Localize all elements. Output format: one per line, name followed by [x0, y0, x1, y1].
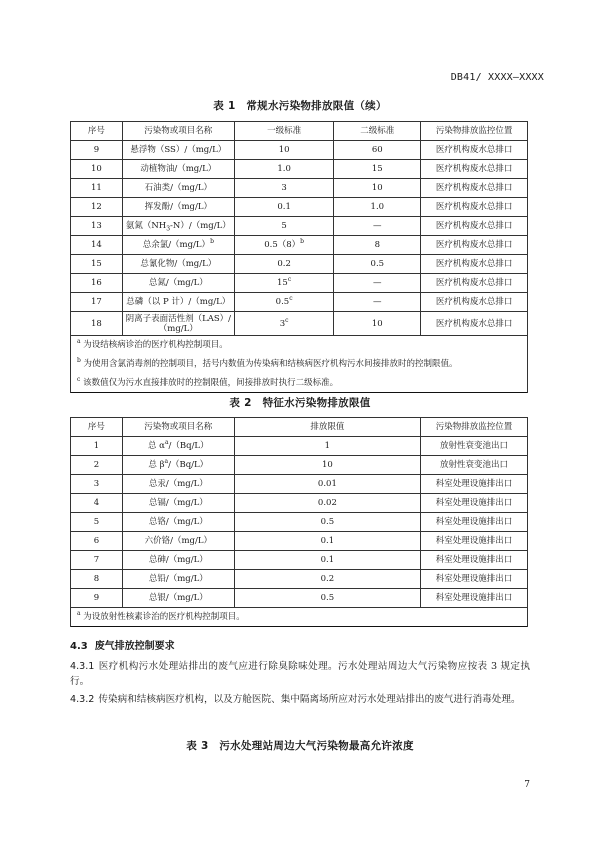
cell-name: 阴离子表面活性剂（LAS）/（mg/L）: [122, 312, 234, 336]
col-header: 污染物或项目名称: [122, 418, 234, 437]
cell-name: 挥发酚/（mg/L）: [122, 198, 234, 217]
cell-name-text: /（Bq/L）: [168, 441, 209, 451]
cell-first: [234, 236, 334, 255]
superscript: b: [210, 238, 214, 246]
cell-name: 石油类/（mg/L）: [122, 179, 234, 198]
cell-no: 8: [71, 570, 123, 589]
paragraph-4-3-1: [70, 659, 530, 689]
cell-name: 总镉/（mg/L）: [122, 494, 234, 513]
cell-no: 2: [71, 456, 123, 475]
cell-name-text: 氨氮（NH: [125, 221, 167, 231]
clause-text: 传染病和结核病医疗机构，以及方舱医院、集中隔离场所应对污水处理站排出的废气进行消毒处理。: [98, 694, 521, 705]
table-row: [71, 475, 528, 494]
table-row: [71, 570, 528, 589]
cell-name: 总铬/（mg/L）: [122, 513, 234, 532]
cell-limit: 1: [234, 437, 420, 456]
cell-location: 放射性衰变池出口: [421, 437, 528, 456]
cell-no: 5: [71, 513, 123, 532]
cell-name-text: 总余氯/（mg/L）: [142, 240, 211, 250]
table-row: [71, 255, 528, 274]
cell-name: [122, 236, 234, 255]
cell-limit: 10: [234, 456, 420, 475]
cell-first: [234, 274, 334, 293]
page-number: 7: [524, 780, 530, 790]
cell-name: [122, 437, 234, 456]
table2-title: 表 2 特征水污染物排放限值: [229, 397, 371, 409]
superscript: a: [164, 439, 169, 447]
note-text: 为设放射性核素诊治的医疗机构控制项目。: [83, 612, 245, 622]
table-row: [71, 494, 528, 513]
table-row: [71, 274, 528, 293]
clause-number: 4.3.1: [70, 661, 95, 672]
table-note-row: [71, 336, 528, 355]
note-mark: a: [77, 610, 81, 618]
cell-no: 6: [71, 532, 123, 551]
cell-name: 六价铬/（mg/L）: [122, 532, 234, 551]
cell-name: 总磷（以 P 计）/（mg/L）: [122, 293, 234, 312]
table1-title: 表 1 常规水污染物排放限值（续）: [213, 100, 387, 112]
table-row: [71, 312, 528, 336]
cell-no: 17: [71, 293, 123, 312]
cell-name: 总氮/（mg/L）: [122, 274, 234, 293]
cell-second: 1.0: [334, 198, 421, 217]
cell-name: 总氰化物/（mg/L）: [122, 255, 234, 274]
cell-location: 科室处理设施排出口: [421, 570, 528, 589]
table-row: [71, 456, 528, 475]
cell-limit: 0.5: [234, 513, 420, 532]
table-row: [71, 551, 528, 570]
cell-first: 0.2: [234, 255, 334, 274]
note-text: 该数值仅为污水直接排放时的控制限值，间接排放时执行二级标准。: [83, 377, 339, 388]
table-note-row: [71, 608, 528, 627]
cell-no: 11: [71, 179, 123, 198]
cell-name: 总汞/（mg/L）: [122, 475, 234, 494]
table-note: [71, 608, 528, 627]
cell-no: 16: [71, 274, 123, 293]
table-row: [71, 513, 528, 532]
cell-name: [122, 456, 234, 475]
cell-location: 医疗机构废水总排口: [421, 312, 528, 336]
col-header: 二级标准: [334, 122, 421, 141]
cell-no: 10: [71, 160, 123, 179]
table-row: [71, 141, 528, 160]
table-note-row: [71, 355, 528, 374]
table-note: [71, 336, 528, 355]
table2: [70, 417, 528, 627]
cell-location: 科室处理设施排出口: [421, 475, 528, 494]
cell-location: 科室处理设施排出口: [421, 513, 528, 532]
cell-no: 9: [71, 141, 123, 160]
cell-location: 医疗机构废水总排口: [421, 274, 528, 293]
cell-location: 放射性衰变池出口: [421, 456, 528, 475]
cell-first-text: 0.5: [275, 297, 290, 307]
col-header: 序号: [71, 122, 123, 141]
cell-name: 总银/（mg/L）: [122, 589, 234, 608]
clause-number: 4.3.2: [70, 694, 95, 705]
note-text: 为设结核病诊治的医疗机构控制项目。: [83, 340, 228, 351]
cell-limit: 0.1: [234, 551, 420, 570]
cell-no: 4: [71, 494, 123, 513]
cell-no: 18: [71, 312, 123, 336]
clause-text: 医疗机构污水处理站排出的废气应进行除臭除味处理。污水处理站周边大气污染物应按表 3 规定执行。: [70, 661, 530, 687]
cell-location: 医疗机构废水总排口: [421, 236, 528, 255]
cell-location: 医疗机构废水总排口: [421, 160, 528, 179]
table-row: [71, 179, 528, 198]
cell-first: 0.1: [234, 198, 334, 217]
cell-name-text: 总 β: [148, 460, 165, 470]
cell-no: 9: [71, 589, 123, 608]
cell-limit: 0.01: [234, 475, 420, 494]
cell-location: 医疗机构废水总排口: [421, 255, 528, 274]
table-row: [71, 160, 528, 179]
note-mark: c: [77, 375, 81, 383]
cell-location: 科室处理设施排出口: [421, 532, 528, 551]
superscript: c: [285, 316, 289, 324]
cell-location: 医疗机构废水总排口: [421, 198, 528, 217]
cell-no: 3: [71, 475, 123, 494]
table3-title: 表 3 污水处理站周边大气污染物最高允许浓度: [186, 740, 414, 752]
superscript: c: [289, 295, 293, 303]
cell-location: 医疗机构废水总排口: [421, 141, 528, 160]
document-code: DB41/ XXXX—XXXX: [450, 72, 544, 83]
cell-first: 1.0: [234, 160, 334, 179]
col-header: 污染物排放监控位置: [421, 418, 528, 437]
col-header: 序号: [71, 418, 123, 437]
cell-name-text: 总 α: [147, 441, 165, 451]
cell-location: 科室处理设施排出口: [421, 551, 528, 570]
cell-no: 7: [71, 551, 123, 570]
cell-location: 科室处理设施排出口: [421, 494, 528, 513]
table-note-row: [71, 374, 528, 393]
cell-limit: 0.5: [234, 589, 420, 608]
table-row: [71, 437, 528, 456]
cell-first-text: 3: [279, 318, 286, 329]
table-note: [71, 355, 528, 374]
cell-name-text: /（Bq/L）: [168, 460, 209, 470]
cell-second: —: [334, 293, 421, 312]
table1: [70, 121, 528, 393]
note-mark: b: [77, 357, 81, 365]
cell-name: 动植物油/（mg/L）: [122, 160, 234, 179]
section-number: 4.3: [70, 641, 88, 652]
section-title: 废气排放控制要求: [94, 641, 175, 652]
table-note: [71, 374, 528, 393]
table1-header-row: [71, 122, 528, 141]
table-row: [71, 532, 528, 551]
cell-first: [234, 293, 334, 312]
cell-limit: 0.02: [234, 494, 420, 513]
cell-second: 10: [334, 179, 421, 198]
cell-name: 悬浮物（SS）/（mg/L）: [122, 141, 234, 160]
cell-second: 15: [334, 160, 421, 179]
superscript: a: [164, 458, 169, 466]
cell-no: 14: [71, 236, 123, 255]
cell-name: 总砷/（mg/L）: [122, 551, 234, 570]
cell-first: [234, 312, 334, 336]
table-row: [71, 589, 528, 608]
cell-second: 60: [334, 141, 421, 160]
table-row: [71, 293, 528, 312]
cell-location: 医疗机构废水总排口: [421, 293, 528, 312]
cell-limit: 0.2: [234, 570, 420, 589]
table-row: [71, 236, 528, 255]
cell-no: 1: [71, 437, 123, 456]
cell-second: 0.5: [334, 255, 421, 274]
cell-location: 医疗机构废水总排口: [421, 217, 528, 236]
paragraph-4-3-2: [70, 692, 530, 707]
cell-no: 15: [71, 255, 123, 274]
table2-header-row: [71, 418, 528, 437]
col-header: 排放限值: [234, 418, 420, 437]
col-header: 污染物排放监控位置: [421, 122, 528, 141]
cell-name-text: -N）/（mg/L）: [170, 221, 231, 231]
cell-first: 3: [234, 179, 334, 198]
table-row: [71, 198, 528, 217]
cell-limit: 0.1: [234, 532, 420, 551]
col-header: 污染物或项目名称: [122, 122, 234, 141]
cell-first: 5: [234, 217, 334, 236]
cell-first-text: 15: [277, 278, 288, 288]
note-text: 为使用含氯消毒剂的控制项目，括号内数值为传染病和结核病医疗机构污水间接排放时的控制限值。: [83, 359, 458, 369]
section-heading: [70, 637, 175, 652]
cell-first-text: 0.5（8）: [264, 240, 301, 250]
col-header: 一级标准: [234, 122, 334, 141]
note-mark: a: [77, 338, 81, 346]
cell-second: —: [334, 217, 421, 236]
cell-name: [122, 217, 234, 236]
superscript: b: [300, 238, 305, 246]
cell-location: 医疗机构废水总排口: [421, 179, 528, 198]
table-row: [71, 217, 528, 236]
subscript: 3: [166, 225, 171, 233]
cell-second: 8: [334, 236, 421, 255]
cell-no: 13: [71, 217, 123, 236]
cell-first: 10: [234, 141, 334, 160]
cell-second: 10: [334, 312, 421, 336]
cell-second: —: [334, 274, 421, 293]
cell-location: 科室处理设施排出口: [421, 589, 528, 608]
superscript: c: [287, 276, 292, 284]
cell-no: 12: [71, 198, 123, 217]
cell-name: 总铅/（mg/L）: [122, 570, 234, 589]
